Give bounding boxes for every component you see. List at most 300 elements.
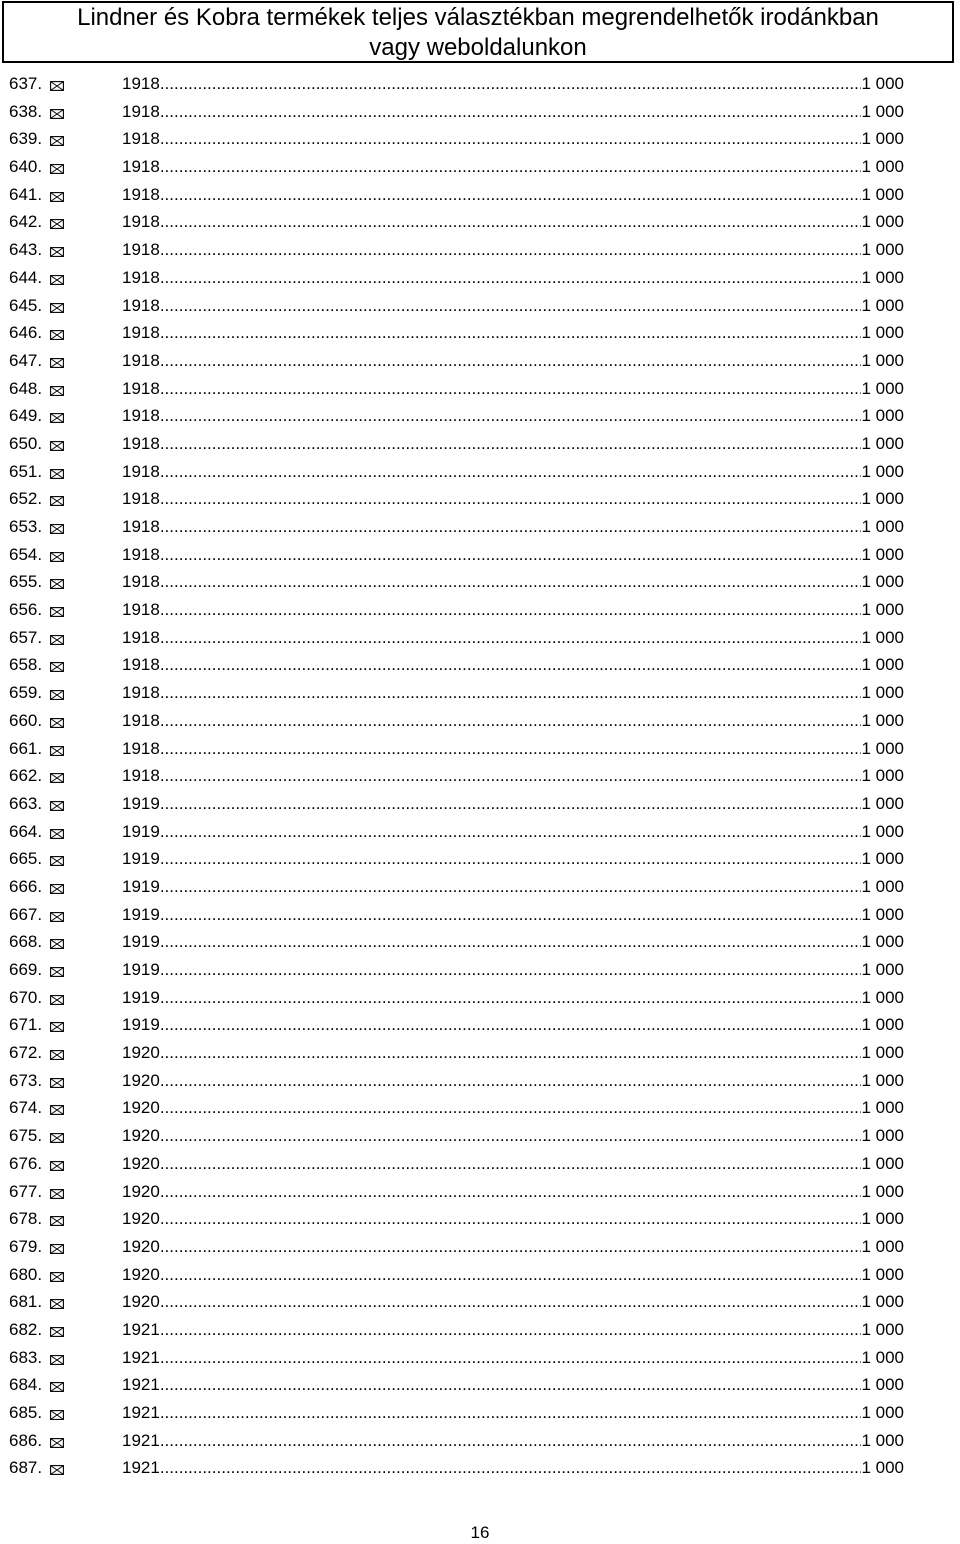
item-entry (122, 1457, 904, 1479)
envelope-icon (50, 386, 64, 396)
item-price: 1 000 (861, 267, 904, 287)
list-item (0, 627, 960, 655)
envelope-icon (50, 856, 64, 866)
list-item (0, 1347, 960, 1375)
list-item (0, 1042, 960, 1070)
item-year: 1919 (122, 932, 160, 952)
item-entry (122, 904, 904, 926)
dot-leader (160, 1430, 862, 1452)
dot-leader (160, 987, 862, 1009)
item-entry (122, 1070, 904, 1092)
item-year: 1919 (122, 1015, 160, 1035)
item-entry (122, 848, 904, 870)
item-year: 1918 (122, 461, 160, 481)
item-number: 671. (9, 1015, 43, 1035)
dot-leader (160, 738, 862, 760)
item-entry (122, 765, 904, 787)
item-entry (122, 1125, 904, 1147)
item-year: 1918 (122, 766, 160, 786)
list-item (0, 821, 960, 849)
item-number: 651. (9, 461, 43, 481)
item-price: 1 000 (861, 1403, 904, 1422)
envelope-icon (50, 552, 64, 562)
dot-leader (160, 1291, 862, 1313)
item-entry (122, 461, 904, 483)
list-item (0, 184, 960, 212)
list-item (0, 738, 960, 766)
item-entry (122, 73, 904, 95)
item-price: 1 000 (861, 378, 904, 398)
item-number: 663. (9, 793, 43, 813)
envelope-icon (50, 1078, 64, 1088)
dot-leader (160, 128, 862, 150)
item-year: 1918 (122, 627, 160, 647)
stamp-list (0, 73, 960, 1485)
item-number: 687. (9, 1458, 43, 1478)
envelope-icon (50, 192, 64, 202)
dot-leader (160, 1457, 862, 1479)
item-number: 675. (9, 1126, 43, 1146)
envelope-icon (50, 358, 64, 368)
item-entry (122, 1319, 904, 1341)
dot-leader (160, 73, 862, 95)
envelope-icon (50, 829, 64, 839)
dot-leader (160, 765, 862, 787)
envelope-icon (50, 939, 64, 949)
dot-leader (160, 682, 862, 704)
item-year: 1920 (122, 1181, 160, 1201)
dot-leader (160, 295, 862, 317)
list-item (0, 211, 960, 239)
dot-leader (160, 1374, 862, 1396)
envelope-icon (50, 247, 64, 257)
item-price: 1 000 (861, 932, 904, 952)
dot-leader (160, 876, 862, 898)
item-price: 1 000 (861, 1458, 904, 1478)
dot-leader (160, 488, 862, 510)
item-entry (122, 184, 904, 206)
item-price: 1 000 (861, 1319, 904, 1339)
envelope-icon (50, 330, 64, 340)
list-item (0, 295, 960, 323)
item-price: 1 000 (861, 572, 904, 592)
dot-leader (160, 848, 862, 870)
item-number: 679. (9, 1236, 43, 1256)
list-item (0, 793, 960, 821)
item-number: 642. (9, 212, 43, 232)
dot-leader (160, 544, 862, 566)
dot-leader (160, 433, 862, 455)
item-number: 683. (9, 1347, 43, 1367)
item-price: 1 000 (861, 627, 904, 647)
item-year: 1918 (122, 157, 160, 177)
dot-leader (160, 654, 862, 676)
item-year: 1918 (122, 572, 160, 592)
item-year: 1918 (122, 184, 160, 204)
list-item (0, 516, 960, 544)
item-number: 658. (9, 655, 43, 675)
item-number: 680. (9, 1264, 43, 1284)
item-number: 654. (9, 544, 43, 564)
item-price: 1 000 (861, 1292, 904, 1312)
dot-leader (160, 1153, 862, 1175)
dot-leader (160, 1319, 862, 1341)
item-price: 1 000 (861, 544, 904, 564)
item-entry (122, 793, 904, 815)
list-item (0, 1014, 960, 1042)
item-number: 668. (9, 932, 43, 952)
item-year: 1920 (122, 1043, 160, 1063)
item-number: 662. (9, 766, 43, 786)
item-price: 1 000 (861, 350, 904, 370)
item-entry (122, 211, 904, 233)
item-year: 1918 (122, 544, 160, 564)
item-entry (122, 1291, 904, 1313)
item-number: 674. (9, 1098, 43, 1118)
item-price: 1 000 (861, 849, 904, 869)
dot-leader (160, 627, 862, 649)
item-year: 1918 (122, 378, 160, 398)
item-number: 639. (9, 129, 43, 149)
envelope-icon (50, 136, 64, 146)
dot-leader (160, 156, 862, 178)
item-price: 1 000 (861, 295, 904, 315)
list-item (0, 378, 960, 406)
item-number: 652. (9, 489, 43, 509)
header-banner (2, 1, 954, 63)
list-item (0, 1402, 960, 1430)
envelope-icon (50, 884, 64, 894)
item-price: 1 000 (861, 212, 904, 232)
list-item (0, 931, 960, 959)
item-price: 1 000 (861, 738, 904, 758)
item-year: 1918 (122, 655, 160, 675)
envelope-icon (50, 773, 64, 783)
item-number: 665. (9, 849, 43, 869)
item-year: 1921 (122, 1430, 160, 1450)
item-entry (122, 295, 904, 317)
list-item (0, 765, 960, 793)
item-price: 1 000 (861, 766, 904, 786)
item-entry (122, 322, 904, 344)
list-item (0, 1097, 960, 1125)
item-price: 1 000 (861, 1126, 904, 1146)
list-item (0, 1208, 960, 1236)
item-entry (122, 1042, 904, 1064)
list-item (0, 1264, 960, 1292)
envelope-icon (50, 1272, 64, 1282)
list-item (0, 599, 960, 627)
list-item (0, 73, 960, 101)
item-price: 1 000 (861, 1430, 904, 1450)
item-entry (122, 544, 904, 566)
item-price: 1 000 (861, 821, 904, 841)
dot-leader (160, 904, 862, 926)
envelope-icon (50, 1105, 64, 1115)
item-year: 1920 (122, 1153, 160, 1173)
list-item (0, 848, 960, 876)
item-number: 644. (9, 267, 43, 287)
envelope-icon (50, 303, 64, 313)
list-item (0, 1319, 960, 1347)
item-price: 1 000 (861, 683, 904, 703)
list-item (0, 405, 960, 433)
dot-leader (160, 1097, 862, 1119)
header-title-line2: vagy weboldalunkon (369, 34, 587, 61)
item-price: 1 000 (861, 1098, 904, 1118)
item-year: 1920 (122, 1292, 160, 1312)
envelope-icon (50, 1355, 64, 1365)
item-price: 1 000 (861, 461, 904, 481)
item-year: 1921 (122, 1375, 160, 1395)
item-entry (122, 987, 904, 1009)
item-year: 1920 (122, 1126, 160, 1146)
item-number: 672. (9, 1043, 43, 1063)
item-year: 1920 (122, 1236, 160, 1256)
dot-leader (160, 405, 862, 427)
envelope-icon (50, 1465, 64, 1475)
item-price: 1 000 (861, 793, 904, 813)
list-item (0, 433, 960, 461)
item-price: 1 000 (861, 960, 904, 979)
item-year: 1918 (122, 517, 160, 536)
item-number: 650. (9, 433, 43, 453)
item-price: 1 000 (861, 517, 904, 536)
item-number: 647. (9, 350, 43, 370)
item-year: 1918 (122, 129, 160, 149)
dot-leader (160, 599, 862, 621)
item-number: 677. (9, 1181, 43, 1201)
item-entry (122, 959, 904, 981)
dot-leader (160, 239, 862, 261)
envelope-icon (50, 1022, 64, 1032)
item-year: 1919 (122, 793, 160, 813)
dot-leader (160, 1208, 862, 1230)
item-price: 1 000 (861, 240, 904, 260)
item-price: 1 000 (861, 1043, 904, 1063)
dot-leader (160, 267, 862, 289)
item-number: 637. (9, 74, 43, 93)
dot-leader (160, 516, 862, 538)
dot-leader (160, 184, 862, 206)
item-entry (122, 627, 904, 649)
item-price: 1 000 (861, 1264, 904, 1284)
dot-leader (160, 461, 862, 483)
item-year: 1918 (122, 738, 160, 758)
dot-leader (160, 322, 862, 344)
item-number: 649. (9, 406, 43, 426)
envelope-icon (50, 995, 64, 1005)
item-number: 682. (9, 1319, 43, 1339)
dot-leader (160, 710, 862, 732)
item-year: 1918 (122, 74, 160, 93)
item-price: 1 000 (861, 1347, 904, 1367)
envelope-icon (50, 801, 64, 811)
list-item (0, 1457, 960, 1485)
list-item (0, 239, 960, 267)
item-price: 1 000 (861, 184, 904, 204)
envelope-icon (50, 1299, 64, 1309)
item-year: 1918 (122, 350, 160, 370)
dot-leader (160, 211, 862, 233)
item-entry (122, 128, 904, 150)
page-number: 16 (470, 1523, 490, 1542)
envelope-icon (50, 690, 64, 700)
item-entry (122, 239, 904, 261)
item-year: 1918 (122, 240, 160, 260)
item-year: 1921 (122, 1403, 160, 1422)
item-number: 656. (9, 600, 43, 620)
envelope-icon (50, 496, 64, 506)
envelope-icon (50, 1216, 64, 1226)
item-entry (122, 267, 904, 289)
envelope-icon (50, 718, 64, 728)
item-year: 1920 (122, 1264, 160, 1284)
item-number: 655. (9, 572, 43, 592)
dot-leader (160, 1042, 862, 1064)
item-entry (122, 821, 904, 843)
item-year: 1920 (122, 1209, 160, 1229)
envelope-icon (50, 1438, 64, 1448)
item-number: 670. (9, 987, 43, 1007)
envelope-icon (50, 607, 64, 617)
list-item (0, 876, 960, 904)
dot-leader (160, 793, 862, 815)
item-price: 1 000 (861, 157, 904, 177)
item-price: 1 000 (861, 987, 904, 1007)
dot-leader (160, 1347, 862, 1369)
item-entry (122, 488, 904, 510)
envelope-icon (50, 1327, 64, 1337)
item-price: 1 000 (861, 1015, 904, 1035)
item-number: 685. (9, 1403, 43, 1422)
item-year: 1919 (122, 987, 160, 1007)
item-price: 1 000 (861, 1209, 904, 1229)
envelope-icon (50, 81, 64, 91)
item-entry (122, 931, 904, 953)
item-number: 659. (9, 683, 43, 703)
item-price: 1 000 (861, 1181, 904, 1201)
list-item (0, 1236, 960, 1264)
item-year: 1921 (122, 1319, 160, 1339)
item-price: 1 000 (861, 710, 904, 730)
envelope-icon (50, 1189, 64, 1199)
item-number: 660. (9, 710, 43, 730)
item-price: 1 000 (861, 600, 904, 620)
item-entry (122, 1181, 904, 1203)
list-item (0, 101, 960, 129)
dot-leader (160, 1236, 862, 1258)
list-item (0, 1430, 960, 1458)
item-year: 1920 (122, 1098, 160, 1118)
item-price: 1 000 (861, 406, 904, 426)
item-entry (122, 378, 904, 400)
dot-leader (160, 821, 862, 843)
item-entry (122, 1097, 904, 1119)
dot-leader (160, 1070, 862, 1092)
list-item (0, 682, 960, 710)
item-year: 1919 (122, 876, 160, 896)
item-year: 1919 (122, 960, 160, 979)
list-item (0, 571, 960, 599)
item-price: 1 000 (861, 1153, 904, 1173)
item-number: 653. (9, 517, 43, 536)
list-item (0, 267, 960, 295)
list-item (0, 1374, 960, 1402)
envelope-icon (50, 662, 64, 672)
item-number: 681. (9, 1292, 43, 1312)
list-item (0, 156, 960, 184)
item-entry (122, 654, 904, 676)
item-entry (122, 405, 904, 427)
list-item (0, 710, 960, 738)
envelope-icon (50, 441, 64, 451)
item-number: 669. (9, 960, 43, 979)
item-entry (122, 1153, 904, 1175)
item-entry (122, 710, 904, 732)
item-entry (122, 599, 904, 621)
item-number: 678. (9, 1209, 43, 1229)
list-item (0, 1125, 960, 1153)
item-number: 638. (9, 101, 43, 121)
item-price: 1 000 (861, 876, 904, 896)
item-price: 1 000 (861, 129, 904, 149)
item-price: 1 000 (861, 323, 904, 343)
item-number: 667. (9, 904, 43, 924)
item-entry (122, 516, 904, 538)
list-item (0, 654, 960, 682)
list-item (0, 461, 960, 489)
item-year: 1918 (122, 489, 160, 509)
item-year: 1918 (122, 406, 160, 426)
item-entry (122, 738, 904, 760)
list-item (0, 1181, 960, 1209)
item-entry (122, 571, 904, 593)
item-year: 1921 (122, 1458, 160, 1478)
item-year: 1918 (122, 267, 160, 287)
item-year: 1920 (122, 1070, 160, 1090)
item-year: 1919 (122, 821, 160, 841)
item-entry (122, 1236, 904, 1258)
envelope-icon (50, 164, 64, 174)
item-number: 643. (9, 240, 43, 260)
item-number: 684. (9, 1375, 43, 1395)
envelope-icon (50, 1133, 64, 1143)
item-year: 1918 (122, 433, 160, 453)
dot-leader (160, 1125, 862, 1147)
envelope-icon (50, 967, 64, 977)
item-number: 640. (9, 157, 43, 177)
header-title-line1: Lindner és Kobra termékek teljes választékban megrendelhetők irodánkban (77, 4, 879, 31)
list-item (0, 128, 960, 156)
item-entry (122, 1430, 904, 1452)
envelope-icon (50, 109, 64, 119)
item-year: 1919 (122, 849, 160, 869)
envelope-icon (50, 413, 64, 423)
item-year: 1918 (122, 212, 160, 232)
item-entry (122, 682, 904, 704)
envelope-icon (50, 1410, 64, 1420)
dot-leader (160, 571, 862, 593)
envelope-icon (50, 912, 64, 922)
item-price: 1 000 (861, 74, 904, 93)
item-number: 673. (9, 1070, 43, 1090)
dot-leader (160, 1402, 862, 1424)
item-price: 1 000 (861, 101, 904, 121)
envelope-icon (50, 1244, 64, 1254)
item-year: 1918 (122, 600, 160, 620)
item-price: 1 000 (861, 1375, 904, 1395)
